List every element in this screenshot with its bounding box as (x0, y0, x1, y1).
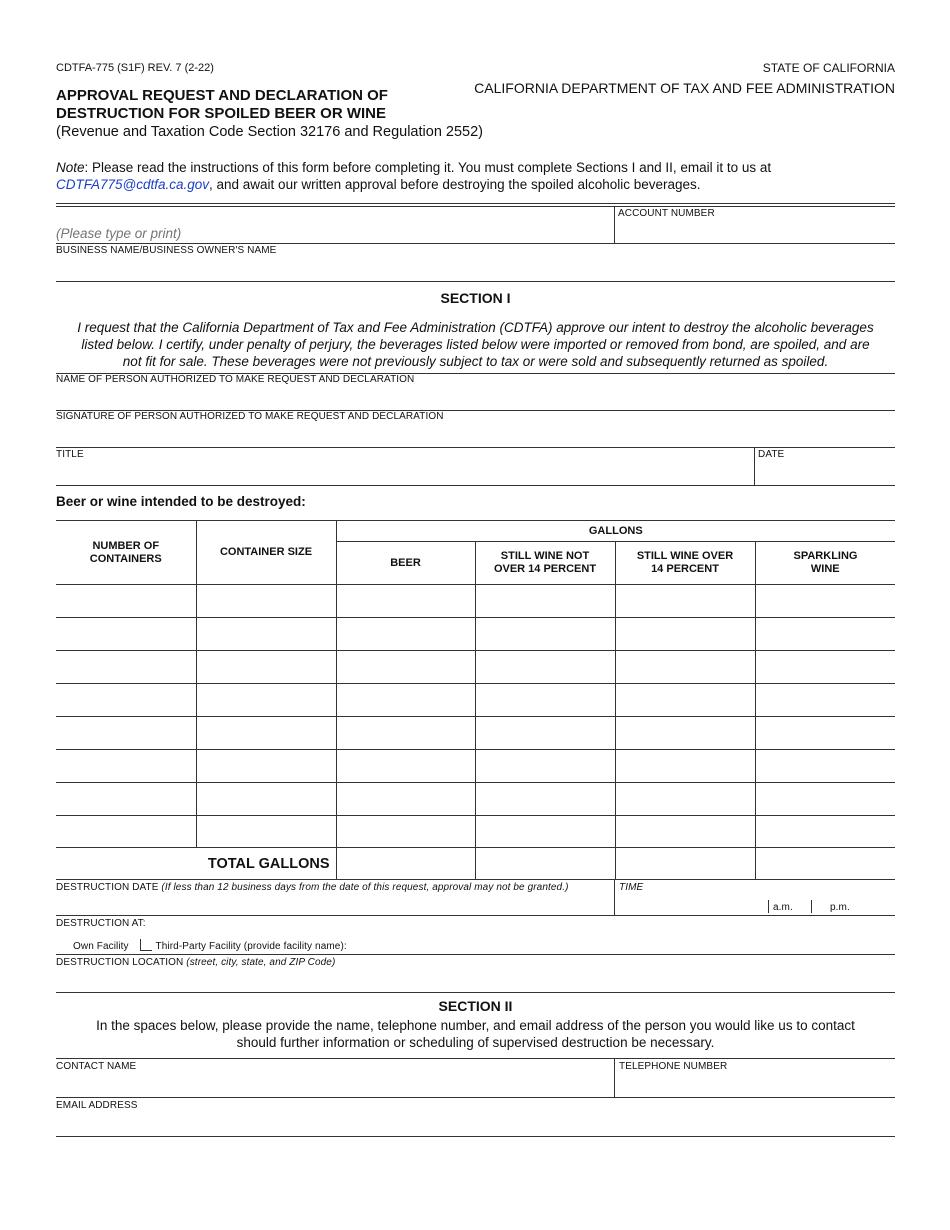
table-row (56, 618, 895, 651)
total-row (56, 848, 895, 880)
time-label: TIME (619, 882, 644, 893)
statement-line1: I request that the California Department of Tax and Fee Administration (CDTFA) approve our intent to destroy the alcoholic beverages (77, 320, 874, 335)
destruction-date-label-text: DESTRUCTION DATE (56, 882, 159, 893)
col-container-size: CONTAINER SIZE (196, 521, 336, 585)
size-input[interactable] (197, 758, 336, 774)
rule (56, 485, 895, 486)
signature-label: SIGNATURE OF PERSON AUTHORIZED TO MAKE REQUEST AND DECLARATION (56, 411, 444, 422)
destruction-at-label: DESTRUCTION AT: (56, 918, 146, 929)
still-under-input[interactable] (476, 692, 615, 708)
beer-input[interactable] (337, 659, 475, 675)
am-checkbox[interactable] (768, 900, 769, 913)
rule (56, 1058, 895, 1059)
destruction-location-label (56, 957, 335, 968)
rule (56, 1136, 895, 1137)
rule (56, 243, 895, 244)
section1-statement (56, 319, 895, 370)
total-still-over-input[interactable] (616, 856, 755, 872)
divider (754, 447, 755, 485)
still-under-input[interactable] (476, 593, 615, 609)
col-still-wine-over: STILL WINE OVER 14 PERCENT (615, 542, 755, 585)
contact-name-input[interactable] (56, 1075, 611, 1095)
size-input[interactable] (197, 725, 336, 741)
rule (56, 447, 895, 448)
state-label: STATE OF CALIFORNIA (762, 61, 895, 75)
sparkling-input[interactable] (756, 725, 896, 741)
third-party-checkbox[interactable] (140, 939, 152, 951)
title-label: TITLE (56, 449, 84, 460)
still-under-input[interactable] (476, 659, 615, 675)
table-row (56, 585, 895, 618)
col-number-of-containers: NUMBER OF CONTAINERS (56, 521, 196, 585)
containers-input[interactable] (56, 725, 196, 741)
size-input[interactable] (197, 659, 336, 675)
sparkling-input[interactable] (756, 791, 896, 807)
containers-input[interactable] (56, 758, 196, 774)
total-beer-input[interactable] (337, 856, 475, 872)
destruction-location-note: (street, city, state, and ZIP Code) (186, 957, 336, 968)
beer-input[interactable] (337, 824, 475, 840)
pm-checkbox[interactable] (811, 900, 812, 913)
statement-line2: listed below. I certify, under penalty of perjury, the beverages listed below were imported or removed from bond, are spoiled, and are (81, 337, 870, 352)
divider (614, 879, 615, 915)
account-number-input[interactable] (618, 222, 893, 242)
email-address-label: EMAIL ADDRESS (56, 1100, 138, 1111)
col-sparkling-wine: SPARKLING WINE (755, 542, 895, 585)
destruction-date-label (56, 882, 569, 893)
rule (56, 915, 895, 916)
rule (56, 1097, 895, 1098)
facility-name-input[interactable] (330, 937, 890, 952)
form-subtitle: (Revenue and Taxation Code Section 32176 and Regulation 2552) (56, 124, 483, 140)
note-paragraph (56, 159, 916, 193)
time-input[interactable] (619, 896, 764, 914)
still-under-input[interactable] (476, 791, 615, 807)
section2-instructions (56, 1017, 895, 1051)
authorized-name-input[interactable] (56, 388, 895, 408)
col-still-wine-under: STILL WINE NOT OVER 14 PERCENT (475, 542, 615, 585)
containers-input[interactable] (56, 659, 196, 675)
form-title-line2: DESTRUCTION FOR SPOILED BEER OR WINE (56, 105, 387, 122)
col-gallons-header: GALLONS (336, 521, 895, 542)
rule (56, 281, 895, 282)
section2-heading: SECTION II (438, 998, 513, 1014)
am-label: a.m. (773, 902, 793, 913)
still-under-input[interactable] (476, 626, 615, 642)
telephone-input[interactable] (619, 1075, 893, 1095)
note-text-b: , and await our written approval before destroying the spoiled alcoholic beverages. (209, 177, 701, 192)
destruction-date-input[interactable] (56, 896, 611, 914)
note-text-a: : Please read the instructions of this form before completing it. You must complete Sections I and II, email it to us at (84, 160, 772, 175)
beer-input[interactable] (337, 626, 475, 642)
still-over-input[interactable] (616, 626, 755, 642)
still-over-input[interactable] (616, 791, 755, 807)
beer-input[interactable] (337, 725, 475, 741)
sparkling-input[interactable] (756, 758, 896, 774)
beer-input[interactable] (337, 791, 475, 807)
business-name-label: BUSINESS NAME/BUSINESS OWNER'S NAME (56, 245, 277, 256)
agency-name: CALIFORNIA DEPARTMENT OF TAX AND FEE ADMINISTRATION (474, 80, 895, 96)
containers-input[interactable] (56, 692, 196, 708)
total-still-under-input[interactable] (476, 856, 615, 872)
still-under-input[interactable] (476, 824, 615, 840)
table-heading: Beer or wine intended to be destroyed: (56, 494, 306, 509)
containers-input[interactable] (56, 593, 196, 609)
table-row (56, 651, 895, 684)
containers-input[interactable] (56, 626, 196, 642)
rule (56, 992, 895, 993)
beer-input[interactable] (337, 758, 475, 774)
sparkling-input[interactable] (756, 824, 896, 840)
third-party-label: Third-Party Facility (provide facility name): (155, 941, 347, 952)
note-label: Note (56, 160, 85, 175)
divider (614, 1058, 615, 1097)
authorized-name-label: NAME OF PERSON AUTHORIZED TO MAKE REQUEST AND DECLARATION (56, 374, 415, 385)
size-input[interactable] (197, 593, 336, 609)
table-row (56, 816, 895, 848)
size-input[interactable] (197, 626, 336, 642)
table-row (56, 717, 895, 750)
contact-name-label: CONTACT NAME (56, 1061, 137, 1072)
rule (56, 954, 895, 955)
destruction-date-note: (If less than 12 business days from the date of this request, approval may not be granted.) (161, 882, 569, 893)
telephone-label: TELEPHONE NUMBER (619, 1061, 728, 1072)
table-row (56, 783, 895, 816)
beer-input[interactable] (337, 593, 475, 609)
instructions-line2: should further information or scheduling of supervised destruction be necessary. (236, 1035, 715, 1050)
divider (614, 206, 615, 243)
still-over-input[interactable] (616, 824, 755, 840)
sparkling-input[interactable] (756, 659, 896, 675)
beer-input[interactable] (337, 692, 475, 708)
form-title (56, 87, 388, 123)
statement-line3: not fit for sale. These beverages were not previously subject to tax or were sold and subsequently returned as spoiled. (122, 354, 829, 369)
table-row (56, 684, 895, 717)
email-address-input[interactable] (56, 1114, 895, 1134)
note-email-link[interactable]: CDTFA775@cdtfa.ca.gov (56, 177, 210, 192)
size-input[interactable] (197, 791, 336, 807)
date-input[interactable] (758, 463, 893, 483)
still-under-input[interactable] (476, 725, 615, 741)
pm-label: p.m. (830, 902, 850, 913)
signature-input[interactable] (56, 425, 895, 445)
containers-input[interactable] (56, 791, 196, 807)
still-under-input[interactable] (476, 758, 615, 774)
instructions-line1: In the spaces below, please provide the name, telephone number, and email address of the person you would like us to contact (96, 1018, 855, 1033)
rule (56, 206, 895, 207)
form-title-line1: APPROVAL REQUEST AND DECLARATION OF (56, 87, 388, 104)
size-input[interactable] (197, 692, 336, 708)
containers-input[interactable] (56, 824, 196, 840)
size-input[interactable] (197, 824, 336, 840)
own-facility-label: Own Facility (73, 941, 129, 952)
sparkling-input[interactable] (756, 692, 896, 708)
still-over-input[interactable] (616, 758, 755, 774)
still-over-input[interactable] (616, 593, 755, 609)
sparkling-input[interactable] (756, 593, 896, 609)
date-label: DATE (758, 449, 785, 460)
business-name-input[interactable] (54, 224, 609, 242)
destruction-location-input[interactable] (56, 971, 895, 989)
title-input[interactable] (56, 463, 750, 483)
section1-heading: SECTION I (440, 290, 511, 306)
still-over-input[interactable] (616, 725, 755, 741)
table-row (56, 750, 895, 783)
total-gallons-label: TOTAL GALLONS (56, 848, 336, 880)
still-over-input[interactable] (616, 692, 755, 708)
beverage-table (56, 520, 895, 880)
col-beer: BEER (336, 542, 475, 585)
form-code: CDTFA-775 (S1F) REV. 7 (2-22) (56, 62, 214, 74)
facility-options (73, 939, 347, 952)
sparkling-input[interactable] (756, 626, 896, 642)
account-number-label: ACCOUNT NUMBER (618, 208, 715, 219)
rule (56, 203, 895, 204)
destruction-location-label-text: DESTRUCTION LOCATION (56, 957, 184, 968)
total-sparkling-input[interactable] (756, 856, 896, 872)
still-over-input[interactable] (616, 659, 755, 675)
